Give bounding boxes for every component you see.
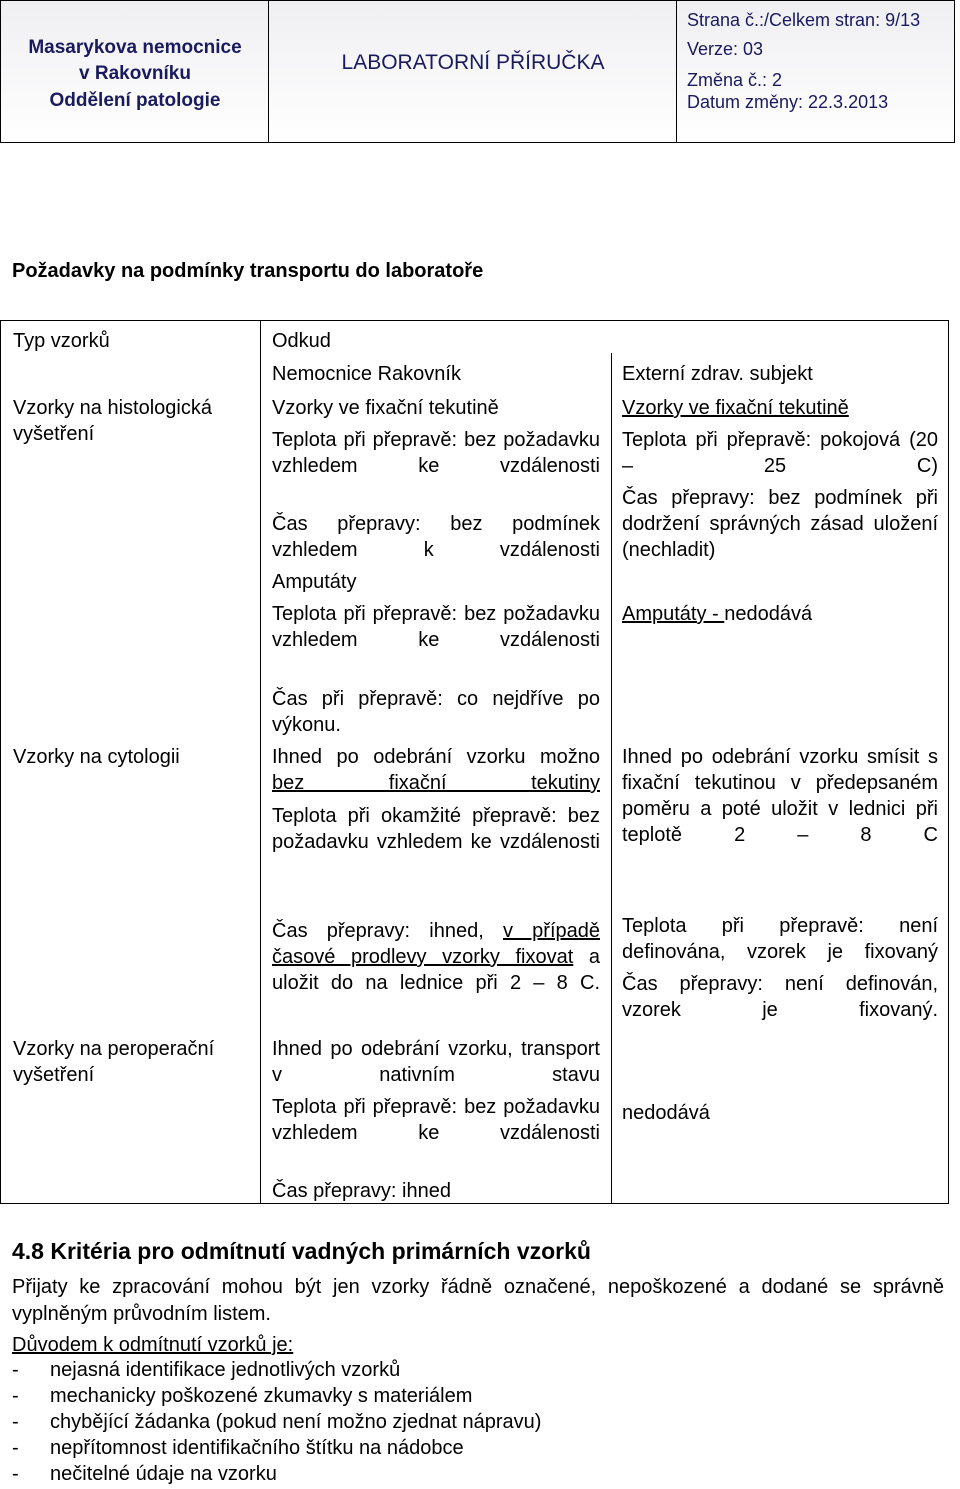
section-title: Požadavky na podmínky transportu do laboratoře <box>12 260 484 282</box>
rejection-reasons-list <box>12 1357 541 1487</box>
ext-cyto-time: Čas přepravy: není definován, vzorek je fixovaný. <box>622 973 938 1021</box>
ext-fix-title: Vzorky ve fixační tekutině <box>622 397 849 419</box>
header-external: Externí zdrav. subjekt <box>622 363 813 385</box>
list-item: - chybějící žádanka (pokud není možno zjednat nápravu) <box>12 1411 542 1433</box>
row-label-cytology: Vzorky na cytologii <box>13 746 180 768</box>
list-item: - nečitelné údaje na vzorku <box>12 1463 277 1485</box>
ext-cyto-temp: Teplota při přepravě: není definována, vzorek je fixovaný <box>622 915 938 963</box>
hosp-cyto-note: Ihned po odebrání vzorku možno bez fixační tekutiny <box>272 746 600 794</box>
hosp-fix-time: Čas přepravy: bez podmínek vzhledem k vzdálenosti <box>272 513 600 561</box>
change-date: Datum změny: 22.3.2013 <box>687 92 889 112</box>
ext-fix-temp: Teplota při přepravě: pokojová (20 – 25 C) <box>622 429 938 477</box>
column-divider <box>260 321 261 1203</box>
ext-fix-time: Čas přepravy: bez podmínek při dodržení správných zásad uložení (nechladit) <box>622 487 938 561</box>
institution-city: v Rakovníku <box>79 63 191 84</box>
column-divider <box>611 353 612 1203</box>
header-hospital: Nemocnice Rakovník <box>272 363 461 385</box>
hosp-fix-temp: Teplota při přepravě: bez požadavku vzhledem ke vzdálenosti <box>272 429 600 477</box>
hosp-perop-time: Čas přepravy: ihned <box>272 1180 451 1202</box>
hosp-perop-temp: Teplota při přepravě: bez požadavku vzhledem ke vzdálenosti <box>272 1096 600 1144</box>
ext-cyto-note: Ihned po odebrání vzorku smísit s fixační tekutinou v předepsaném poměru a poté uložit v lednici při teplotě 2 – 8 C <box>622 746 938 846</box>
page-counter: Strana č.:/Celkem stran: 9/13 <box>687 10 921 30</box>
hosp-cyto-time: Čas přepravy: ihned, v případě časové prodlevy vzorky fixovat a uložit do na lednice při 2 – 8 C. <box>272 920 600 994</box>
reasons-title: Důvodem k odmítnutí vzorků je: <box>12 1334 294 1356</box>
hosp-amp-temp: Teplota při přepravě: bez požadavku vzhledem ke vzdálenosti <box>272 603 600 651</box>
hosp-perop-note: Ihned po odebrání vzorku, transport v nativním stavu <box>272 1038 600 1086</box>
transport-table <box>0 320 949 1204</box>
list-item: - nepřítomnost identifikačního štítku na nádobce <box>12 1437 464 1459</box>
document-title: LABORATORNÍ PŘÍRUČKA <box>341 51 605 74</box>
version: Verze: 03 <box>687 39 764 59</box>
list-item: - mechanicky poškozené zkumavky s materiálem <box>12 1385 473 1407</box>
document-header <box>0 0 955 143</box>
change-number: Změna č.: 2 <box>687 70 783 90</box>
header-meta-cell <box>677 1 954 142</box>
row-label-histology: Vzorky na histologická vyšetření <box>13 397 212 445</box>
ext-amputates: Amputáty - nedodává <box>622 603 813 625</box>
hosp-cyto-temp: Teplota při okamžité přepravě: bez požadavku vzhledem ke vzdálenosti <box>272 805 600 853</box>
criteria-title: 4.8 Kritéria pro odmítnutí vadných primárních vzorků <box>12 1238 591 1264</box>
header-sample-type: Typ vzorků <box>13 330 110 352</box>
hosp-fix-title: Vzorky ve fixační tekutině <box>272 397 499 419</box>
header-origin: Odkud <box>272 330 331 352</box>
hosp-amp-time: Čas při přepravě: co nejdříve po výkonu. <box>272 688 600 736</box>
department-name: Oddělení patologie <box>49 90 221 111</box>
hosp-amp-title: Amputáty <box>272 571 357 593</box>
header-institution-cell <box>1 1 269 142</box>
list-item: - nejasná identifikace jednotlivých vzorků <box>12 1359 401 1381</box>
header-title-cell <box>269 1 677 142</box>
ext-perop: nedodává <box>622 1102 710 1124</box>
criteria-intro: Přijaty ke zpracování mohou být jen vzorky řádně označené, nepoškozené a dodané se správně vyplněným průvodním listem. <box>12 1276 944 1325</box>
institution-name: Masarykova nemocnice <box>28 37 242 58</box>
row-label-peroperative: Vzorky na peroperační vyšetření <box>13 1038 215 1086</box>
